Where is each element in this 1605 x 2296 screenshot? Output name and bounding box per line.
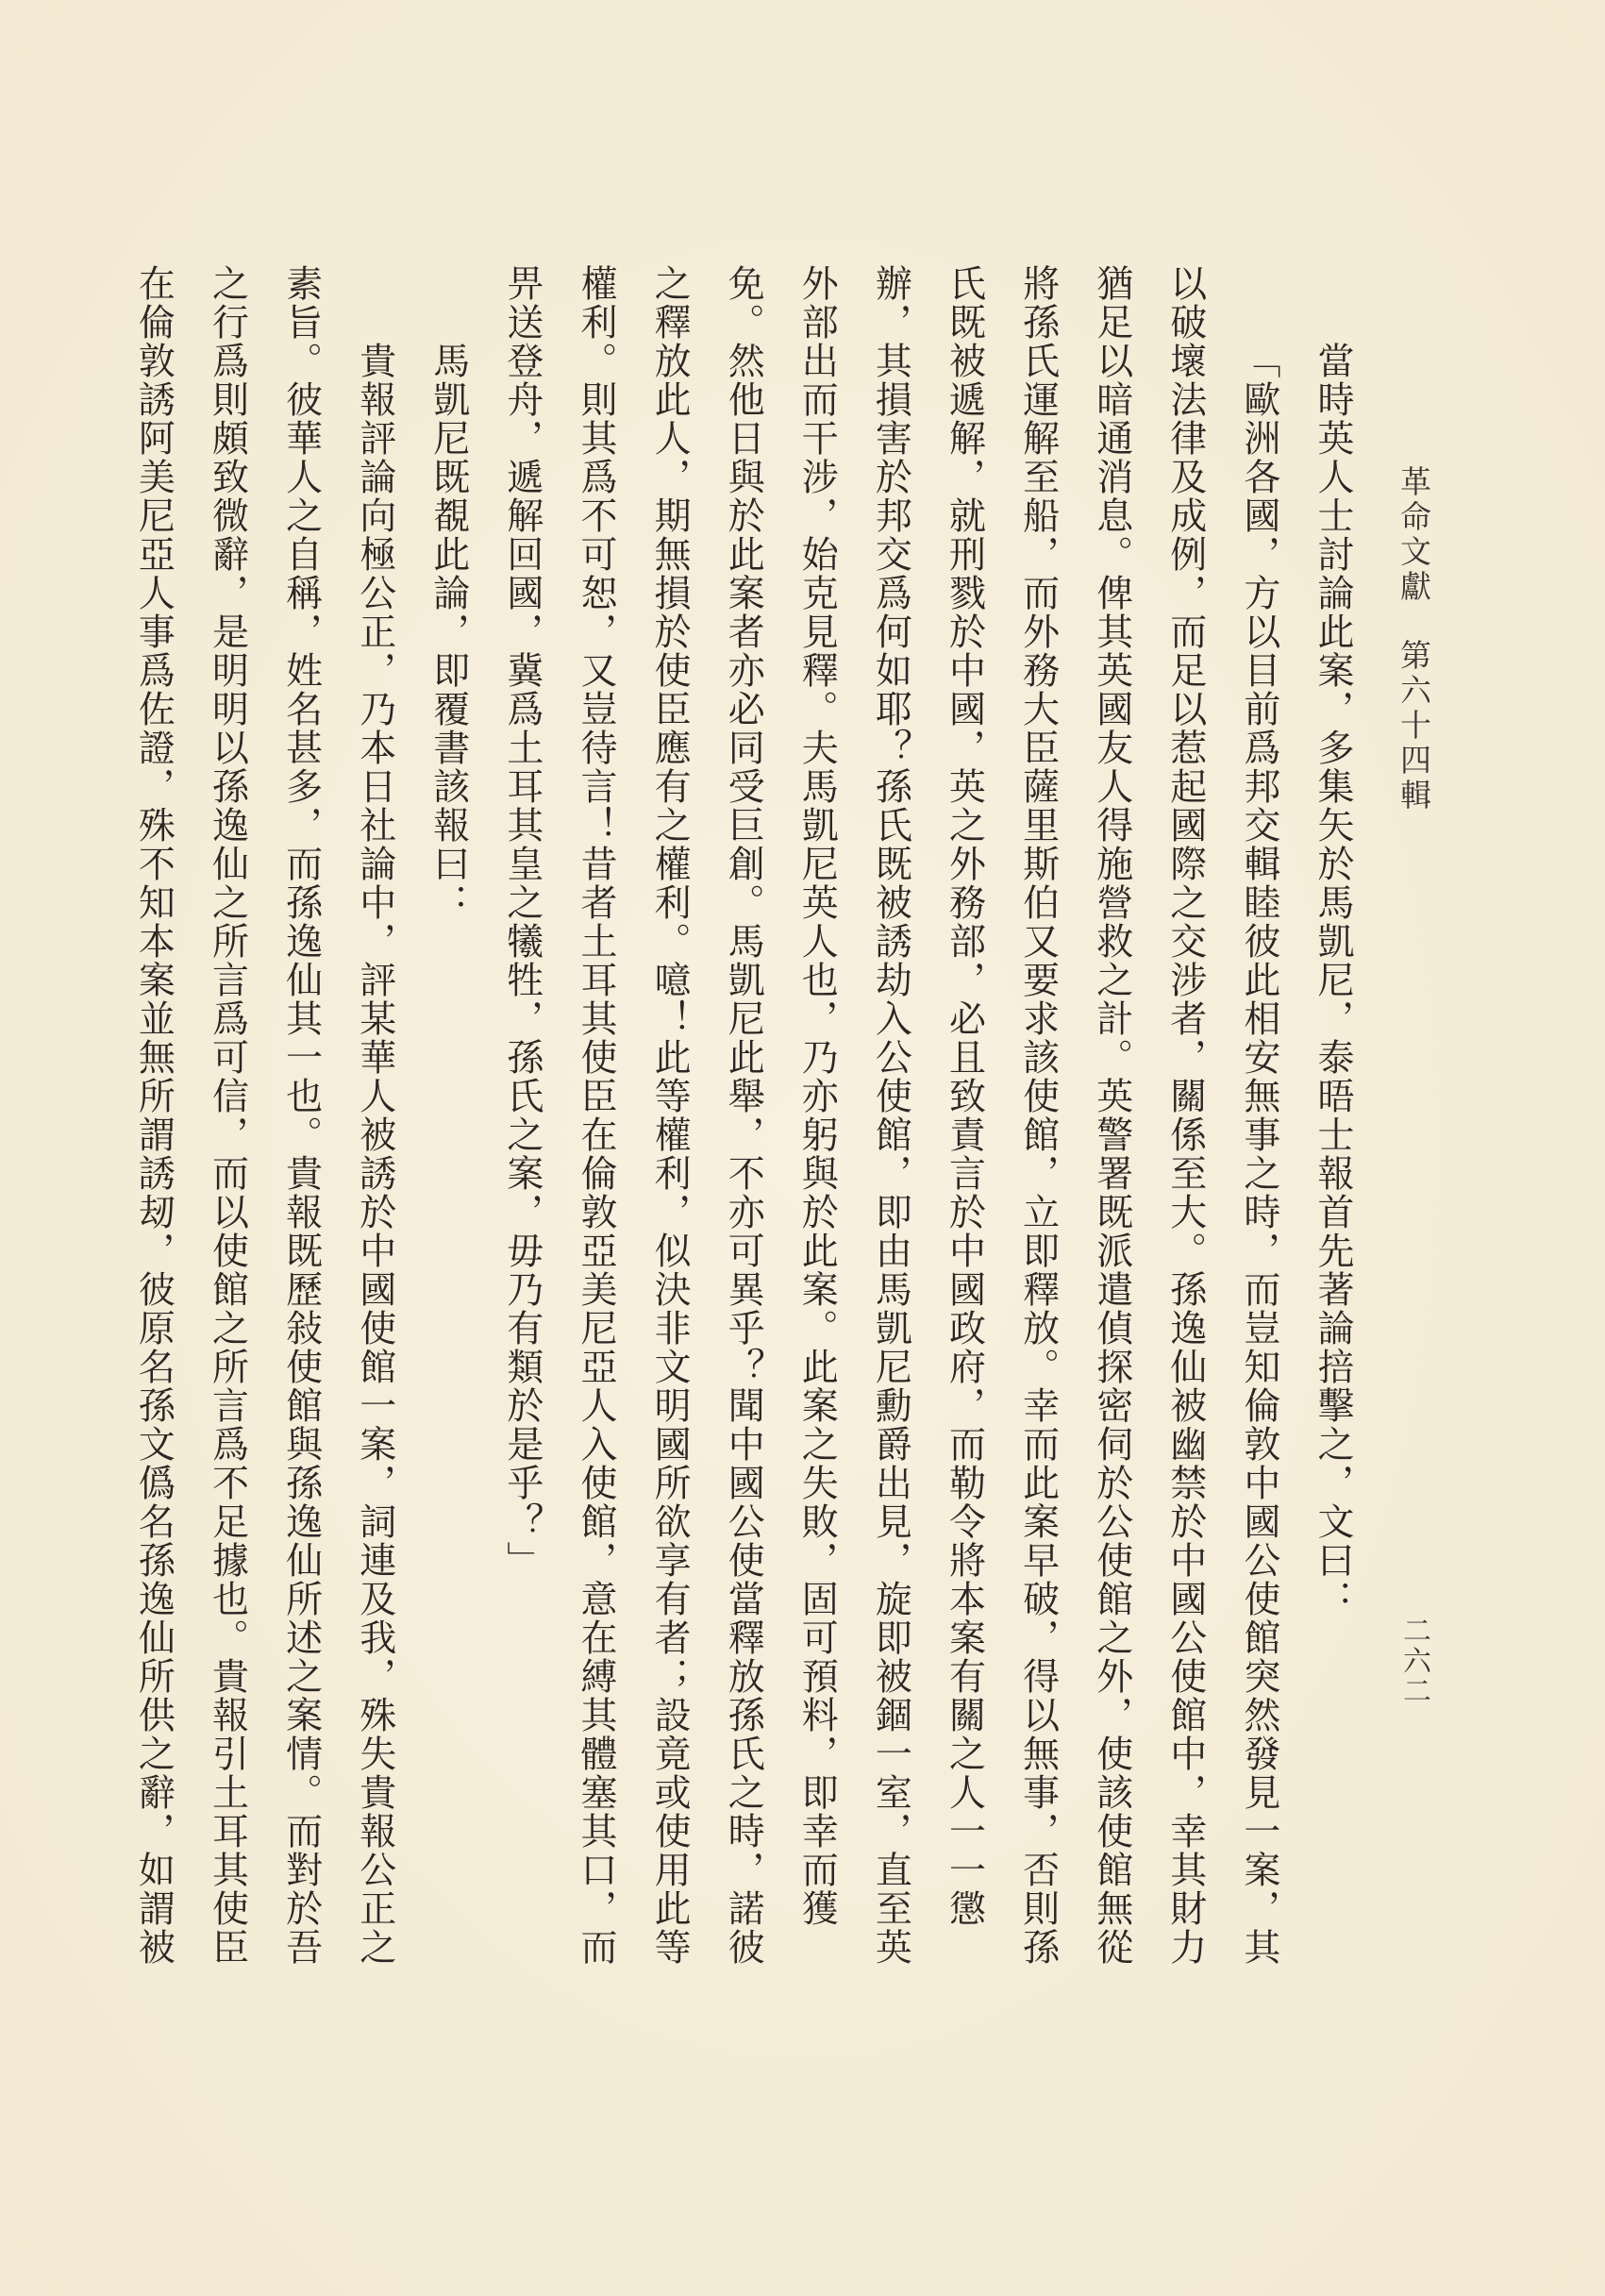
quote-line: 將孫氏運解至船，而外務大臣薩里斯伯又要求該使館，立即釋放。幸而此案早破，得以無事，否則孫 bbox=[1016, 264, 1060, 1967]
page-number: 二六二 bbox=[1397, 1616, 1430, 1706]
quote-line: 以破壞法律及成例，而足以惹起國際之交涉者，關係至大。孫逸仙被幽禁於中國公使館中，幸其財力 bbox=[1163, 264, 1207, 1967]
quote-line: 權利。則其爲不可恕，又豈待言！昔者土耳其使臣在倫敦亞美尼亞人入使館，意在縛其體塞其口，而 bbox=[575, 264, 617, 1967]
letter-line: 貴報評論向極公正，乃本日社論中，評某華人被誘於中國使館一案，詞連及我，殊失貴報公正之 bbox=[353, 342, 396, 1967]
letter-line: 之行爲則頗致微辭，是明明以孫逸仙之所言爲可信，而以使館之所言爲不足據也。貴報引土耳其使臣 bbox=[206, 264, 249, 1967]
quote-line: 免。然他日與於此案者亦必同受巨創。馬凱尼此舉，不亦可異乎？聞中國公使當釋放孫氏之時，諾彼 bbox=[722, 264, 765, 1967]
quote-line: 辦，其損害於邦交爲何如耶？孫氏既被誘劫入公使館，即由馬凱尼勳爵出見，旋即被錮一室，直至英 bbox=[869, 264, 912, 1967]
volume-number: 第六十四輯 bbox=[1396, 639, 1432, 813]
book-title: 革命文獻 bbox=[1396, 465, 1432, 605]
letter-line: 在倫敦誘阿美尼亞人事爲佐證，殊不知本案並無所謂誘刼，彼原名孫文僞名孫逸仙所供之辭，如謂被 bbox=[132, 264, 176, 1967]
quote-line: 外部出而干涉，始克見釋。夫馬凱尼英人也，乃亦躬與於此案。此案之失敗，固可預料，即幸而獲 bbox=[795, 264, 839, 1928]
paragraph-line: 當時英人士討論此案，多集矢於馬凱尼，泰晤士報首先著論掊擊之，文曰： bbox=[1312, 342, 1354, 1618]
letter-line: 素旨。彼華人之自稱，姓名甚多，而孫逸仙其一也。貴報既歷敍使館與孫逸仙所述之案情。而對於吾 bbox=[279, 264, 323, 1967]
running-header bbox=[1396, 465, 1430, 813]
quote-line: 「歐洲各國，方以目前爲邦交輯睦彼此相安無事之時，而豈知倫敦中國公使館突然發見一案，其 bbox=[1237, 342, 1280, 1967]
quote-line: 氏既被遞解，就刑戮於中國，英之外務部，必且致責言於中國政府，而勒令將本案有關之人一一懲 bbox=[943, 264, 986, 1928]
quote-line: 猶足以暗通消息。俾其英國友人得施營救之計。英警署既派遣偵探密伺於公使館之外，使該使館無從 bbox=[1090, 264, 1133, 1967]
paragraph-line: 馬凱尼既覩此論，即覆書該報曰： bbox=[426, 342, 470, 922]
quote-line: 畀送登舟，遞解回國，冀爲土耳其皇之犧牲，孫氏之案，毋乃有類於是乎？」 bbox=[500, 264, 543, 1580]
quote-line: 之釋放此人，期無損於使臣應有之權利。噫！此等權利，似決非文明國所欲享有者；設竟或使用此等 bbox=[648, 264, 692, 1967]
